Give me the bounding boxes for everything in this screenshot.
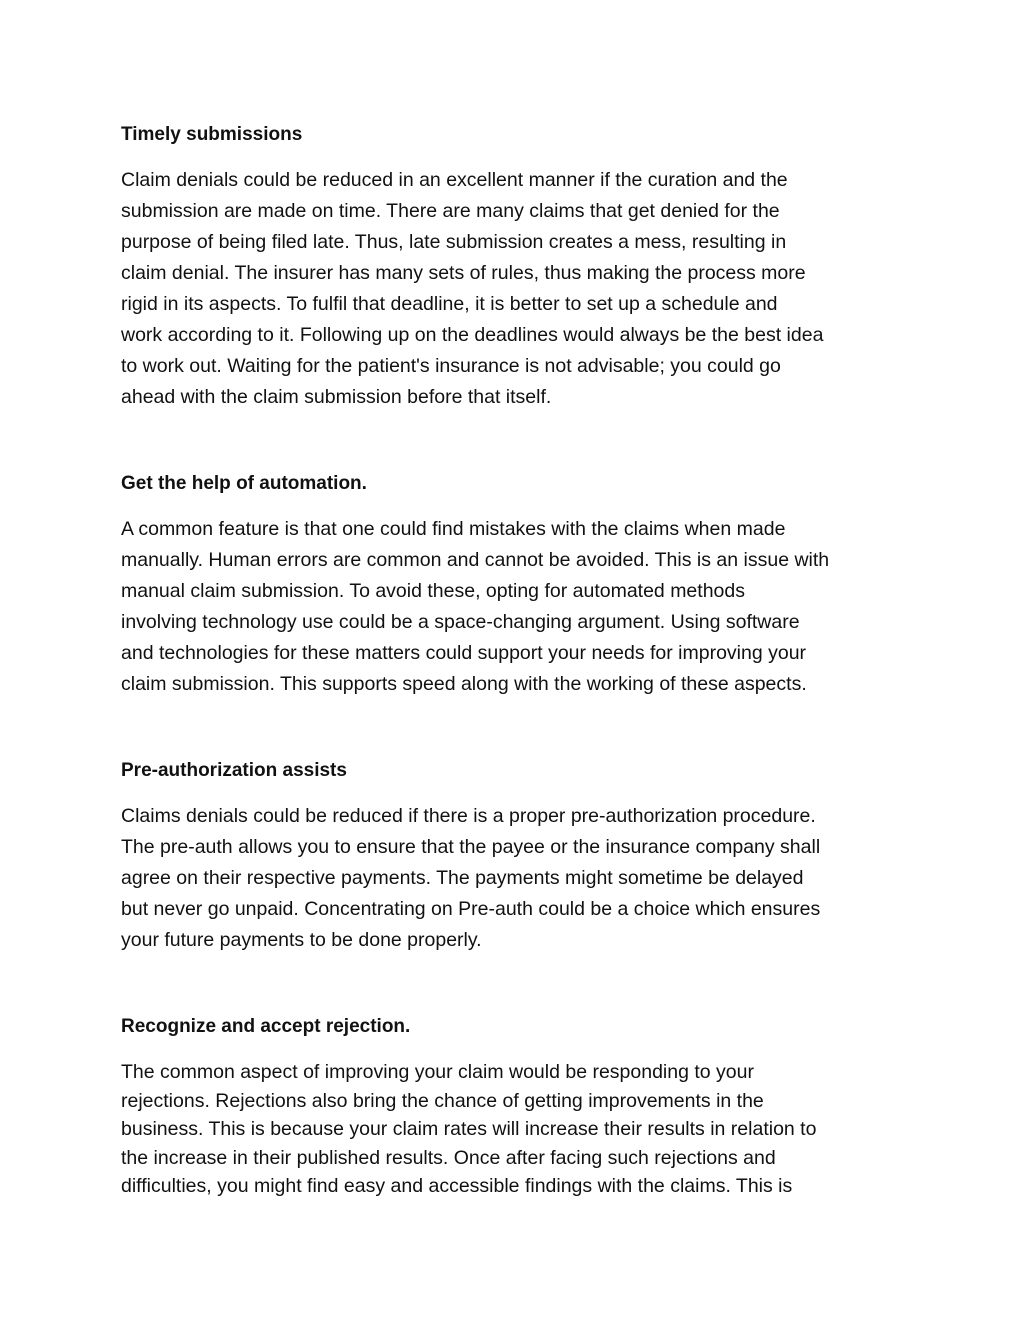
section-paragraph bbox=[121, 514, 911, 700]
paragraph-line: submission are made on time. There are many claims that get denied for the bbox=[121, 200, 780, 222]
paragraph-line: the increase in their published results. Once after facing such rejections and bbox=[121, 1146, 776, 1169]
paragraph-line: manual claim submission. To avoid these, opting for automated methods bbox=[121, 580, 745, 602]
paragraph-line: manually. Human errors are common and cannot be avoided. This is an issue with bbox=[121, 549, 830, 571]
paragraph-line: agree on their respective payments. The payments might sometime be delayed bbox=[121, 867, 804, 889]
paragraph-line: business. This is because your claim rates will increase their results in relation to bbox=[121, 1118, 817, 1141]
paragraph-line: work according to it. Following up on the deadlines would always be the best idea bbox=[121, 324, 824, 346]
paragraph-line: ahead with the claim submission before that itself. bbox=[121, 386, 552, 408]
section-timely-submissions bbox=[121, 123, 911, 413]
paragraph-line: Claim denials could be reduced in an excellent manner if the curation and the bbox=[121, 169, 788, 191]
paragraph-line: purpose of being filed late. Thus, late submission creates a mess, resulting in bbox=[121, 231, 787, 253]
section-pre-authorization bbox=[121, 759, 911, 956]
section-heading: Timely submissions bbox=[121, 124, 303, 145]
section-heading: Get the help of automation. bbox=[121, 473, 367, 494]
paragraph-line: difficulties, you might find easy and accessible findings with the claims. This is bbox=[121, 1175, 793, 1198]
paragraph-line: involving technology use could be a space-changing argument. Using software bbox=[121, 611, 800, 633]
section-paragraph bbox=[121, 165, 911, 413]
section-recognize-rejection bbox=[121, 1015, 911, 1201]
section-heading: Pre-authorization assists bbox=[121, 760, 347, 781]
paragraph-line: and technologies for these matters could support your needs for improving your bbox=[121, 642, 807, 664]
section-paragraph bbox=[121, 801, 911, 956]
section-automation bbox=[121, 472, 911, 700]
paragraph-line: The pre-auth allows you to ensure that the payee or the insurance company shall bbox=[121, 836, 821, 858]
section-heading: Recognize and accept rejection. bbox=[121, 1016, 411, 1037]
paragraph-line: but never go unpaid. Concentrating on Pre-auth could be a choice which ensures bbox=[121, 898, 821, 920]
paragraph-line: Claims denials could be reduced if there is a proper pre-authorization procedure. bbox=[121, 805, 816, 827]
paragraph-line: your future payments to be done properly. bbox=[121, 929, 482, 951]
paragraph-line: to work out. Waiting for the patient's insurance is not advisable; you could go bbox=[121, 355, 781, 377]
paragraph-line: rigid in its aspects. To fulfil that deadline, it is better to set up a schedule and bbox=[121, 293, 778, 315]
paragraph-line: claim denial. The insurer has many sets of rules, thus making the process more bbox=[121, 262, 806, 284]
paragraph-line: The common aspect of improving your claim would be responding to your bbox=[121, 1061, 754, 1083]
paragraph-line: rejections. Rejections also bring the chance of getting improvements in the bbox=[121, 1089, 764, 1112]
section-paragraph bbox=[121, 1058, 911, 1201]
paragraph-line: A common feature is that one could find mistakes with the claims when made bbox=[121, 518, 786, 540]
paragraph-line: claim submission. This supports speed along with the working of these aspects. bbox=[121, 673, 807, 695]
